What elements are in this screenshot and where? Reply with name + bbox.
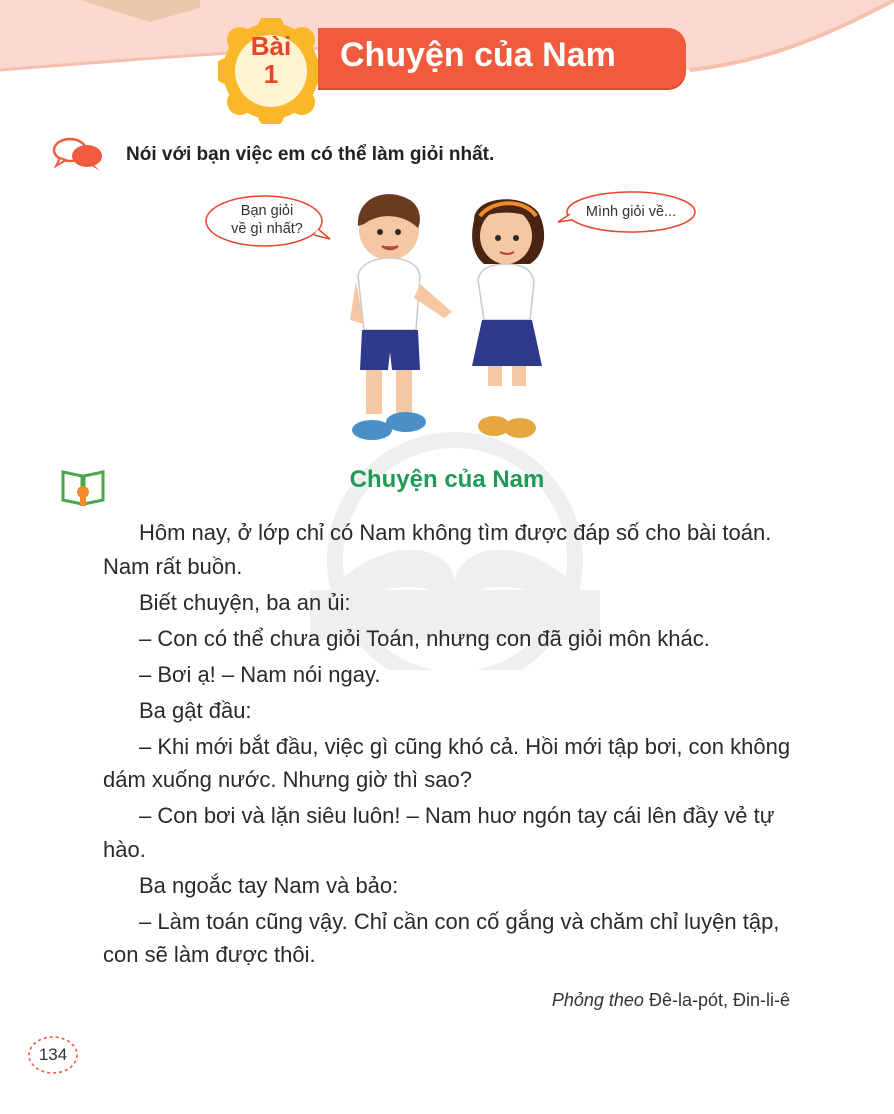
- page-number-badge: [26, 1034, 80, 1076]
- story-text: [103, 516, 793, 974]
- story-paragraph: – Làm toán cũng vậy. Chỉ cần con cố gắng và chăm chỉ luyện tập, con sẽ làm được thôi.: [103, 908, 780, 967]
- lesson-label: Bài: [250, 31, 292, 61]
- lesson-title-bar: [318, 28, 686, 88]
- speaking-prompt: Nói với bạn việc em có thể làm giỏi nhất.: [126, 144, 495, 165]
- story-paragraph: Hôm nay, ở lớp chỉ có Nam không tìm được đáp số cho bài toán. Nam rất buồn.: [103, 520, 772, 579]
- bubble-right-text: Mình giỏi về...: [585, 204, 677, 220]
- story-paragraph: – Bơi ạ! – Nam nói ngay.: [139, 661, 381, 687]
- speech-bubble-left: [202, 193, 332, 253]
- speech-bubbles-icon: [52, 136, 104, 172]
- lesson-number: 1: [263, 59, 279, 89]
- lesson-title: Chuyện của Nam: [340, 36, 616, 74]
- boy-figure: [350, 194, 452, 440]
- source-prefix: Phỏng theo: [551, 990, 644, 1010]
- story-paragraph: – Con có thể chưa giỏi Toán, nhưng con đã giỏi môn khác.: [139, 625, 710, 651]
- source-author: Đê-la-pót, Đin-li-ê: [648, 990, 790, 1010]
- speech-bubble-right: [556, 190, 698, 236]
- story-paragraph: Ba ngoắc tay Nam và bảo:: [139, 872, 399, 898]
- story-paragraph: – Con bơi và lặn siêu luôn! – Nam huơ ngón tay cái lên đầy vẻ tự hào.: [103, 803, 775, 862]
- story-paragraph: Ba gật đầu:: [139, 697, 252, 723]
- girl-figure: [472, 199, 544, 438]
- story-source: [552, 990, 790, 1011]
- bubble-left-line1: Bạn giỏi: [240, 203, 294, 219]
- lesson-badge: [218, 18, 324, 124]
- story-paragraph: Biết chuyện, ba an ủi:: [139, 589, 351, 615]
- page-number: 134: [38, 1045, 68, 1064]
- bubble-left-line2: về gì nhất?: [231, 221, 303, 237]
- story-paragraph: – Khi mới bắt đầu, việc gì cũng khó cả. Hồi mới tập bơi, con không dám xuống nước. Nhưng giờ thì sao?: [103, 733, 791, 792]
- story-title: Chuyện của Nam: [349, 466, 545, 493]
